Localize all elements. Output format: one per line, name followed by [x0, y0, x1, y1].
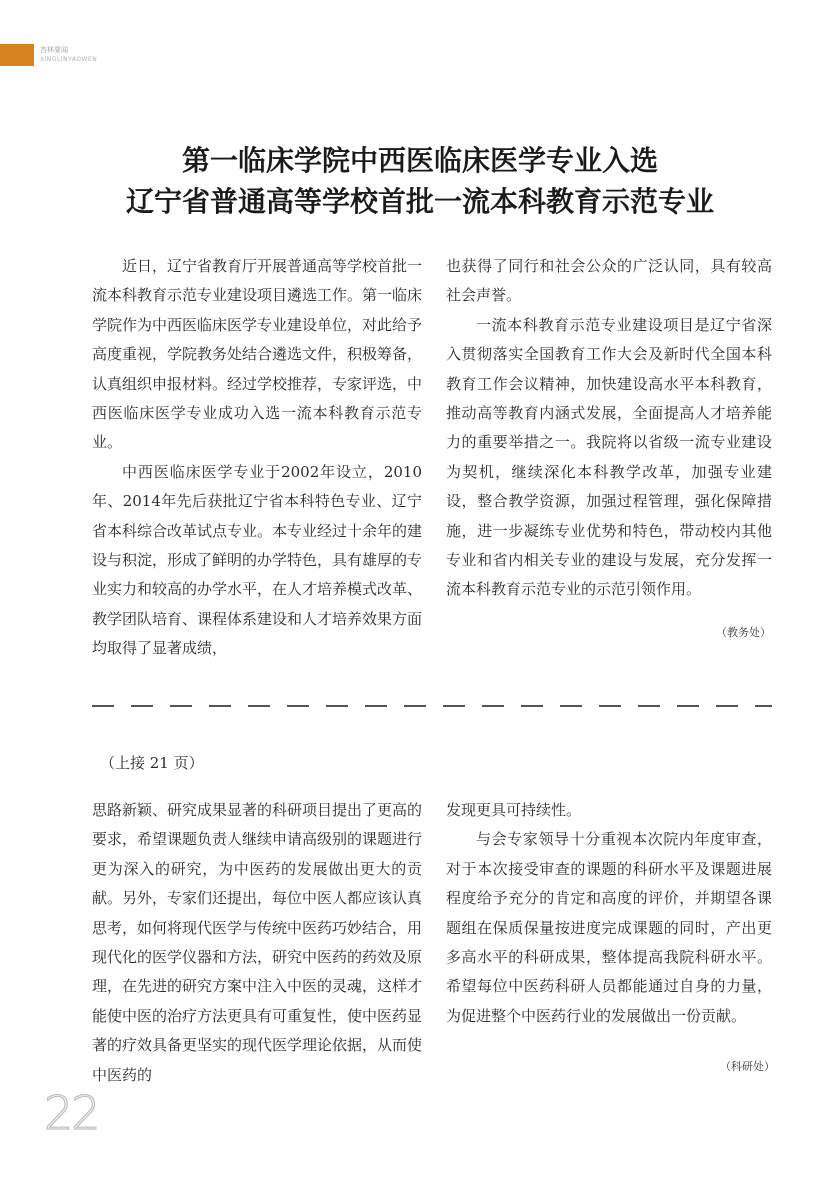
article2-right-column [446, 796, 772, 1031]
paragraph: 近日，辽宁省教育厅开展普通高等学校首批一流本科教育示范专业建设项目遴选工作。第一临床学院作为中西医临床医学专业建设单位，对此给予高度重视，学院教务处结合遴选文件，积极筹备，认真组织申报材料。经过学校推荐，专家评选，中西医临床医学专业成功入选一流本科教育示范专业。 [92, 257, 423, 452]
title-line-2: 辽宁省普通高等学校首批一流本科教育示范专业 [125, 185, 714, 218]
article2-signature: （科研处） [720, 1060, 775, 1073]
article2-left-column [92, 796, 422, 1090]
section-name-pinyin: XINGLINYAOWEN [40, 56, 98, 63]
article1-right-column [446, 252, 772, 605]
section-divider [92, 705, 772, 707]
paragraph: 中西医临床医学专业于2002年设立，2010年、2014年先后获批辽宁省本科特色专业、辽宁省本科综合改革试点专业。本专业经过十余年的建设与积淀，形成了鲜明的办学特色，具有雄厚的专业实力和较高的办学水平，在人才培养模式改革、教学团队培育、课程体系建设和人才培养效果方面均取得了显著成绩， [92, 462, 423, 658]
page-number: 22 [44, 1086, 99, 1140]
article1-left-column [92, 252, 422, 664]
paragraph-continuation: 也获得了同行和社会公众的广泛认同，具有较高社会声誉。 [446, 257, 772, 305]
paragraph-continuation: 发现更具可持续性。 [446, 801, 582, 819]
title-line-1: 第一临床学院中西医临床医学专业入选 [181, 144, 658, 177]
paragraph: 一流本科教育示范专业建设项目是辽宁省深入贯彻落实全国教育工作大会及新时代全国本科教育工作会议精神，加快建设高水平本科教育，推动高等教育内涵式发展，全面提高人才培养能力的重要举措之一。我院将以省级一流专业建设为契机，继续深化本科教学改革，加强专业建设，整合教学资源，加强过程管理，强化保障措施，进一步凝练专业优势和特色，带动校内其他专业和省内相关专业的建设与发展，充分发挥一流本科教育示范专业的示范引领作用。 [446, 315, 772, 599]
article-title [80, 140, 760, 222]
section-accent-bar [0, 44, 34, 66]
section-name: 杏林要闻 [40, 46, 68, 54]
paragraph: 与会专家领导十分重视本次院内年度审查，对于本次接受审查的课题的科研水平及课题进展程度给予充分的肯定和高度的评价，并期望各课题组在保质保量按进度完成课题的同时，产出更多高水平的科研成果，整体提高我院科研水平。希望每位中医药科研人员都能通过自身的力量，为促进整个中医药行业的发展做出一份贡献。 [446, 830, 772, 1025]
article1-signature: （教务处） [716, 626, 771, 639]
paragraph-continuation: 思路新颖、研究成果显著的科研项目提出了更高的要求，希望课题负责人继续申请高级别的课题进行更为深入的研究，为中医药的发展做出更大的贡献。另外，专家们还提出，每位中医人都应该认真思考，如何将现代医学与传统中医药巧妙结合，用现代化的医学仪器和方法，研究中医药的药效及原理，在先进的研究方案中注入中医的灵魂，这样才能使中医的治疗方法更具有可重复性，使中医药显著的疗效具备更坚实的现代医学理论依据，从而使中医药的 [92, 801, 423, 1084]
continued-from-note: （上接 21 页） [100, 754, 204, 772]
